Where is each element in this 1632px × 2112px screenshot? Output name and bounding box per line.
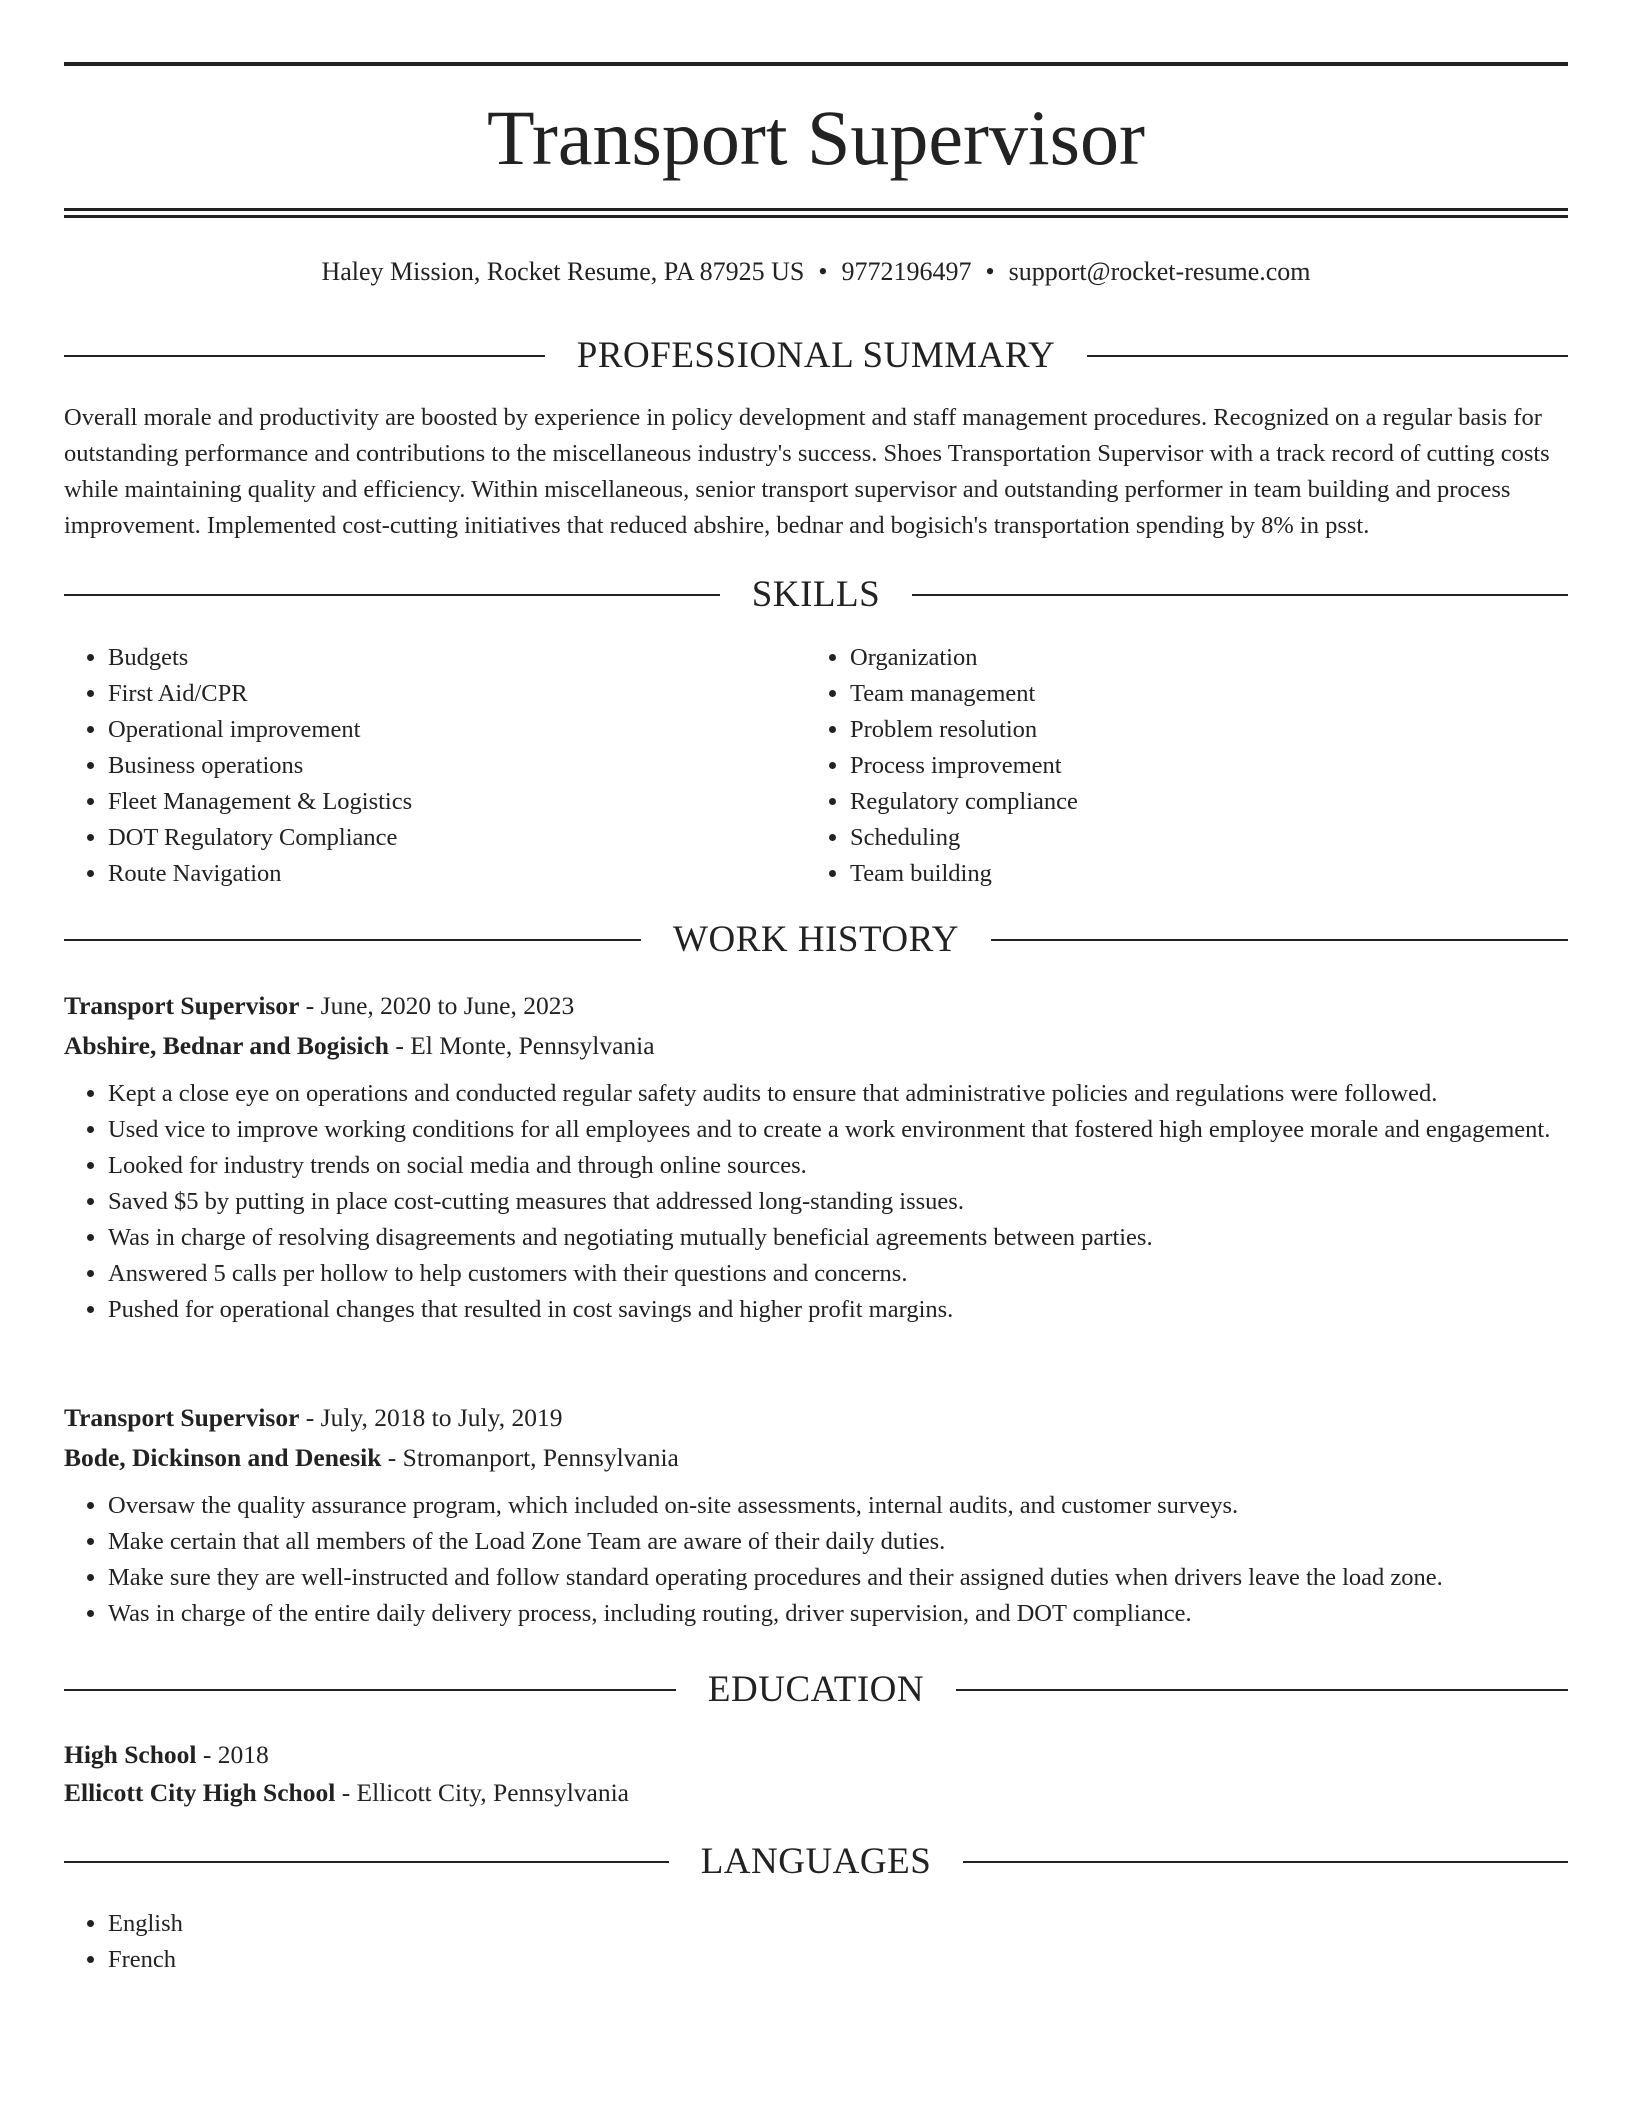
contact-separator: •	[985, 257, 995, 286]
education-entry	[64, 1736, 1568, 1812]
job-bullet: • Looked for industry trends on social media and through online sources.	[108, 1148, 1568, 1184]
skill-item: • Operational improvement	[108, 712, 412, 748]
education-school: Ellicott City High School	[64, 1778, 336, 1807]
resume-title: Transport Supervisor	[487, 94, 1145, 181]
divider	[64, 939, 641, 941]
section-header-skills	[64, 573, 1568, 617]
contact-phone: 9772196497	[841, 257, 972, 286]
skill-item: • Team building	[850, 856, 1078, 892]
education-school-line	[64, 1774, 1568, 1812]
language-item: • French	[108, 1942, 183, 1978]
languages-list	[64, 1906, 183, 1978]
section-header-work	[64, 918, 1568, 962]
job-title-line	[64, 986, 1568, 1026]
education-degree-line	[64, 1736, 1568, 1774]
contact-line	[64, 254, 1568, 290]
divider	[991, 939, 1568, 941]
divider	[64, 1689, 676, 1691]
divider	[64, 594, 720, 596]
summary-text: Overall morale and productivity are boosted by experience in policy development and staff management procedures. Recognized on a regular basis for outstanding performance and contributions to the miscellaneous industry's success. Shoes Transportation Supervisor with a track record of cutting costs while maintaining quality and efficiency. Within miscellaneous, senior transport supervisor and outstanding performer in team building and process improvement. Implemented cost-cutting initiatives that reduced abshire, bednar and bogisich's transportation spending by 8% in psst.	[64, 404, 1550, 539]
skill-item: • Budgets	[108, 640, 412, 676]
divider	[956, 1689, 1568, 1691]
education-degree: High School	[64, 1740, 197, 1769]
section-title-work: WORK HISTORY	[673, 919, 959, 960]
top-rule	[64, 62, 1568, 66]
skill-item: • Regulatory compliance	[850, 784, 1078, 820]
section-header-summary	[64, 334, 1568, 378]
education-location: - Ellicott City, Pennsylvania	[335, 1778, 629, 1807]
divider	[963, 1861, 1568, 1863]
job-dates: - July, 2018 to July, 2019	[299, 1403, 563, 1432]
section-title-languages: LANGUAGES	[700, 1841, 932, 1882]
section-header-languages	[64, 1840, 1568, 1884]
contact-address: Haley Mission, Rocket Resume, PA 87925 US	[321, 257, 805, 286]
language-item: • English	[108, 1906, 183, 1942]
job-location: - Stromanport, Pennsylvania	[381, 1443, 679, 1472]
job-company: Abshire, Bednar and Bogisich	[64, 1031, 389, 1060]
skill-item: • Organization	[850, 640, 1078, 676]
skill-item: • Process improvement	[850, 748, 1078, 784]
skill-item: • Fleet Management & Logistics	[108, 784, 412, 820]
divider	[64, 1861, 669, 1863]
job-bullets	[64, 1076, 1568, 1328]
contact-email[interactable]: support@rocket-resume.com	[1008, 257, 1311, 286]
section-header-education	[64, 1668, 1568, 1712]
job-bullet: • Make sure they are well-instructed and follow standard operating procedures and their assigned duties when drivers leave the load zone.	[108, 1560, 1568, 1596]
job-bullet: • Pushed for operational changes that resulted in cost savings and higher profit margins.	[108, 1292, 1568, 1328]
divider	[64, 355, 545, 357]
skill-item: • Route Navigation	[108, 856, 412, 892]
divider	[1087, 355, 1568, 357]
job-title: Transport Supervisor	[64, 1403, 300, 1432]
job-title-line	[64, 1398, 1568, 1438]
section-title-skills: SKILLS	[751, 574, 881, 615]
education-year: - 2018	[196, 1740, 269, 1769]
job-bullets	[64, 1488, 1568, 1632]
contact-separator: •	[818, 257, 828, 286]
skills-list-left	[64, 640, 412, 892]
job-company-line	[64, 1026, 1568, 1066]
job-company: Bode, Dickinson and Denesik	[64, 1443, 382, 1472]
job-company-line	[64, 1438, 1568, 1478]
skill-item: • Business operations	[108, 748, 412, 784]
skills-list-right	[806, 640, 1078, 892]
job-bullet: • Answered 5 calls per hollow to help customers with their questions and concerns.	[108, 1256, 1568, 1292]
job-title: Transport Supervisor	[64, 991, 300, 1020]
section-title-summary: PROFESSIONAL SUMMARY	[576, 335, 1056, 376]
job-entry	[64, 986, 1568, 1328]
skill-item: • Scheduling	[850, 820, 1078, 856]
divider	[912, 594, 1568, 596]
job-bullet: • Was in charge of the entire daily delivery process, including routing, driver supervision, and DOT compliance.	[108, 1596, 1568, 1632]
job-bullet: • Oversaw the quality assurance program, which included on-site assessments, internal audits, and customer surveys.	[108, 1488, 1568, 1524]
job-bullet: • Used vice to improve working conditions for all employees and to create a work environment that fostered high employee morale and engagement.	[108, 1112, 1568, 1148]
skill-item: • Problem resolution	[850, 712, 1078, 748]
skill-item: • First Aid/CPR	[108, 676, 412, 712]
job-bullet: • Was in charge of resolving disagreements and negotiating mutually beneficial agreements between parties.	[108, 1220, 1568, 1256]
job-bullet: • Make certain that all members of the Load Zone Team are aware of their daily duties.	[108, 1524, 1568, 1560]
skill-item: • Team management	[850, 676, 1078, 712]
job-bullet: • Kept a close eye on operations and conducted regular safety audits to ensure that administrative policies and regulations were followed.	[108, 1076, 1568, 1112]
job-entry	[64, 1398, 1568, 1632]
job-dates: - June, 2020 to June, 2023	[299, 991, 575, 1020]
job-bullet: • Saved $5 by putting in place cost-cutting measures that addressed long-standing issues.	[108, 1184, 1568, 1220]
job-location: - El Monte, Pennsylvania	[388, 1031, 655, 1060]
section-title-education: EDUCATION	[707, 1669, 925, 1710]
title-double-rule	[64, 208, 1568, 218]
skill-item: • DOT Regulatory Compliance	[108, 820, 412, 856]
